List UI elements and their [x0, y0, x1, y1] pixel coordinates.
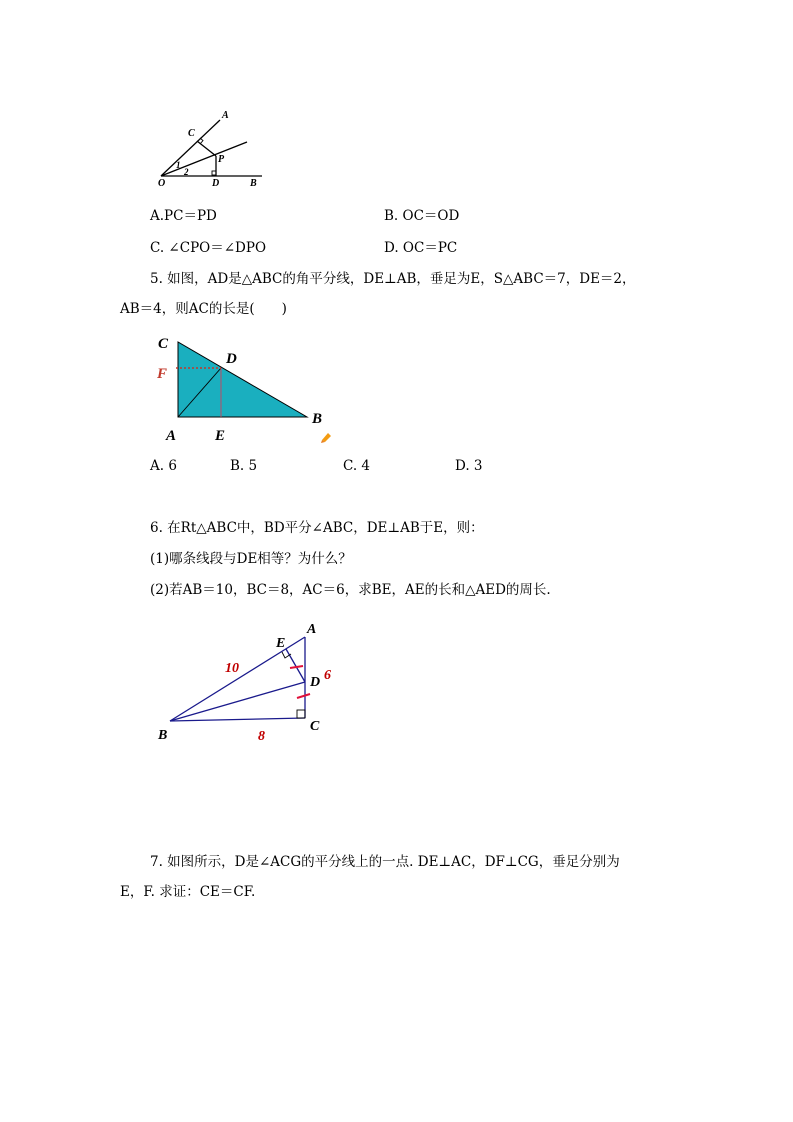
- triangle-abc-fill: [178, 342, 307, 417]
- right-angle-C: [297, 710, 305, 718]
- equal-marks: [290, 666, 310, 698]
- q4-option-d: D. OC＝PC: [384, 240, 458, 256]
- segment-PC: [197, 141, 216, 156]
- pencil-icon: [321, 433, 331, 443]
- label-AC-length: 6: [324, 668, 331, 683]
- q4-option-c: C. ∠CPO＝∠DPO: [150, 240, 267, 256]
- label-angle-2: 2: [184, 167, 189, 177]
- label-D: D: [212, 178, 220, 189]
- label-F: F: [157, 366, 168, 382]
- q5-option-c: C. 4: [343, 458, 371, 474]
- label-A: A: [222, 110, 229, 121]
- label-D: D: [310, 675, 321, 690]
- label-E: E: [276, 636, 286, 651]
- q6-text-line2: (1)哪条线段与DE相等？为什么？: [150, 551, 352, 567]
- label-AB-length: 10: [225, 661, 239, 676]
- label-A: A: [307, 622, 317, 637]
- q5-text-line1: 5. 如图，AD是△ABC的角平分线，DE⊥AB，垂足为E，S△ABC＝7，DE＝2，: [150, 271, 636, 287]
- label-O: O: [158, 178, 166, 189]
- label-C: C: [188, 128, 195, 139]
- q5-option-b: B. 5: [230, 458, 258, 474]
- segment-BC: [170, 718, 305, 721]
- label-P: P: [218, 154, 225, 165]
- triangle-abc-figure: [150, 330, 340, 445]
- right-triangle-figure: [150, 615, 350, 750]
- q5-text-line2: AB＝4，则AC的长是( ): [120, 301, 287, 317]
- segment-BD: [170, 682, 305, 721]
- q6-text-line1: 6. 在Rt△ABC中，BD平分∠ABC，DE⊥AB于E，则：: [150, 520, 484, 536]
- q4-option-b: B. OC＝OD: [384, 208, 460, 224]
- q5-option-a: A. 6: [150, 458, 177, 474]
- q4-option-a: A.PC＝PD: [150, 208, 217, 224]
- angle-bisector-figure: [150, 100, 280, 195]
- right-angle-E: [282, 652, 291, 658]
- q5-option-d: D. 3: [455, 458, 483, 474]
- label-B: B: [250, 178, 257, 189]
- label-BC-length: 8: [258, 729, 265, 744]
- label-C: C: [158, 336, 169, 352]
- q7-text-line2: E，F. 求证：CE＝CF.: [120, 884, 256, 900]
- q7-text-line1: 7. 如图所示，D是∠ACG的平分线上的一点. DE⊥AC，DF⊥CG，垂足分别为: [150, 854, 620, 870]
- label-B: B: [158, 728, 168, 743]
- label-D: D: [226, 351, 237, 367]
- label-C: C: [310, 719, 320, 734]
- label-A: A: [166, 428, 177, 444]
- label-E: E: [215, 428, 226, 444]
- q6-text-line3: (2)若AB＝10，BC＝8，AC＝6，求BE，AE的长和△AED的周长.: [150, 582, 551, 598]
- label-B: B: [312, 411, 323, 427]
- label-angle-1: 1: [176, 160, 181, 170]
